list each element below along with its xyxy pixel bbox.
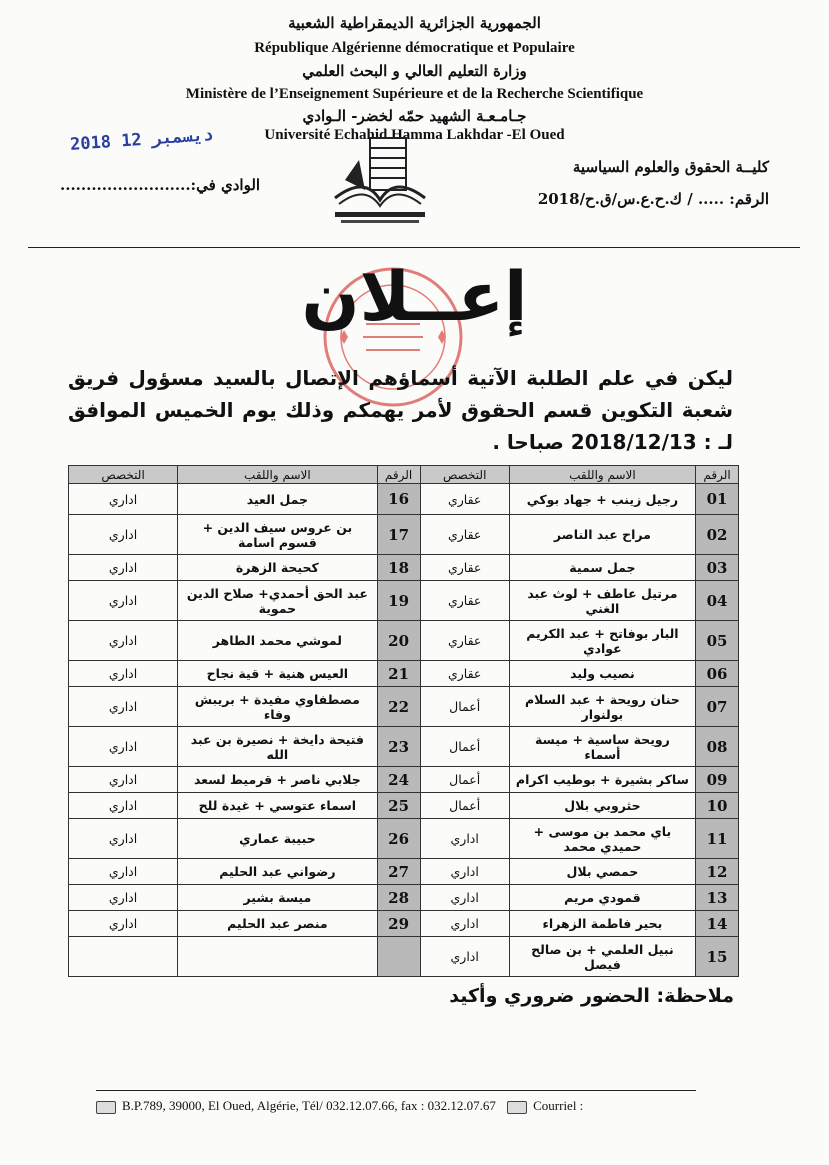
row-number: 18 [377,555,420,581]
student-specialty: اداري [420,937,509,977]
student-specialty: اداري [69,555,178,581]
table-row [69,859,739,885]
row-number: 13 [696,885,739,911]
student-specialty: اداري [69,911,178,937]
footer-divider [96,1090,696,1091]
student-name: رضواني عبد الحليم [178,859,377,885]
student-name: فتيحة دايخة + نصيرة بن عبد الله [178,727,377,767]
student-name: نبيل العلمي + بن صالح فيصل [509,937,695,977]
student-name: حثروبي بلال [509,793,695,819]
row-number: 10 [696,793,739,819]
student-name: جمل سمية [509,555,695,581]
footer-address: B.P.789, 39000, El Oued, Algérie, Tél/ 032.12.07.66, fax : 032.12.07.67 [122,1098,496,1113]
student-name: حنان رويحة + عبد السلام بولنوار [509,687,695,727]
ministry-ar: وزارة التعليم العالي و البحث العلمي [302,62,527,80]
row-number: 08 [696,727,739,767]
col-number: الرقم [696,466,739,484]
row-number: 11 [696,819,739,859]
row-number: 06 [696,661,739,687]
student-specialty: عقاري [420,484,509,515]
republic-ar: الجمهورية الجزائرية الديمقراطية الشعبية [288,14,541,32]
student-name: جلابي ناصر + قرميط لسعد [178,767,377,793]
row-number: 04 [696,581,739,621]
student-specialty: اداري [69,859,178,885]
table-row [69,555,739,581]
table-row [69,581,739,621]
reference-number: الرقم: ..... / ك.ح.ع.س/ق.ح/2018 [537,190,769,208]
student-specialty [69,937,178,977]
student-specialty: اداري [69,621,178,661]
student-specialty: أعمال [420,767,509,793]
university-logo [325,120,435,230]
col-name-2: الاسم واللقب [178,466,377,484]
student-name: بحير فاطمة الزهراء [509,911,695,937]
row-number: 03 [696,555,739,581]
footer-contact [96,1098,583,1114]
student-specialty: اداري [69,515,178,555]
student-name: لموشي محمد الطاهر [178,621,377,661]
student-specialty: اداري [69,727,178,767]
table-row [69,767,739,793]
student-name: حبيبة عماري [178,819,377,859]
row-number: 12 [696,859,739,885]
student-name: اسماء عتوسي + غيدة للح [178,793,377,819]
student-specialty: عقاري [420,555,509,581]
row-number: 19 [377,581,420,621]
row-number: 01 [696,484,739,515]
student-specialty: اداري [69,484,178,515]
student-specialty: اداري [420,885,509,911]
row-number: 15 [696,937,739,977]
faculty-name: كليــة الحقوق والعلوم السياسية [572,158,769,176]
student-specialty: اداري [69,793,178,819]
col-name: الاسم واللقب [509,466,695,484]
table-row [69,793,739,819]
table-header-row [69,466,739,484]
table-body [69,484,739,977]
student-name: منصر عبد الحليم [178,911,377,937]
row-number: 07 [696,687,739,727]
announcement-text: ليكن في علم الطلبة الآتية أسماؤهم الإتصال بالسيد مسؤول فريق شعبة التكوين قسم الحقوق لأمر يهمكم وذلك يوم الخميس الموافق لـ : 2018/12/13 صباحا . [68,366,733,454]
row-number: 21 [377,661,420,687]
student-name: بن عروس سيف الدين + قسوم اسامة [178,515,377,555]
student-name: البار بوفاتح + عبد الكريم عوادي [509,621,695,661]
student-name: العيس هنية + قية نجاح [178,661,377,687]
student-specialty: أعمال [420,727,509,767]
students-table [68,465,739,977]
row-number: 28 [377,885,420,911]
row-number: 24 [377,767,420,793]
student-name: جمل العيد [178,484,377,515]
table-row [69,661,739,687]
student-name: مصطفاوي مفيدة + بريبش وفاء [178,687,377,727]
table-row [69,484,739,515]
phone-icon [96,1101,116,1114]
row-number: 22 [377,687,420,727]
student-name: ميسة بشير [178,885,377,911]
student-name [178,937,377,977]
student-specialty: عقاري [420,621,509,661]
row-number: 02 [696,515,739,555]
row-number: 09 [696,767,739,793]
student-name: مرتيل عاطف + لوث عبد الغني [509,581,695,621]
col-specialty: التخصص [420,466,509,484]
student-specialty: اداري [69,885,178,911]
note-text: ملاحظة: الحضور ضروري وأكيد [449,985,734,1007]
row-number: 17 [377,515,420,555]
student-specialty: أعمال [420,687,509,727]
row-number: 29 [377,911,420,937]
received-date-stamp: 2018 ديسمبر 12 [69,125,214,155]
header-divider [28,247,800,248]
student-name: مراح عبد الناصر [509,515,695,555]
student-name: باي محمد بن موسى + حميدي محمد [509,819,695,859]
row-number: 16 [377,484,420,515]
mail-icon [507,1101,527,1114]
col-number-2: الرقم [377,466,420,484]
place-date: الوادي في:......................... [60,176,261,194]
row-number: 23 [377,727,420,767]
row-number: 25 [377,793,420,819]
row-number: 14 [696,911,739,937]
student-specialty: عقاري [420,661,509,687]
page-title: إعــلان [301,258,528,337]
row-number: 27 [377,859,420,885]
col-specialty-2: التخصص [69,466,178,484]
table-row [69,515,739,555]
table-row [69,911,739,937]
student-name: حمصي بلال [509,859,695,885]
student-specialty: اداري [69,687,178,727]
republic-fr: République Algérienne démocratique et Populaire [254,40,575,56]
table-row [69,687,739,727]
student-specialty: اداري [69,767,178,793]
student-name: رويحة ساسية + ميسة أسماء [509,727,695,767]
student-name: ساكر بشيرة + بوطيب اكرام [509,767,695,793]
row-number: 20 [377,621,420,661]
student-specialty: اداري [420,859,509,885]
student-specialty: أعمال [420,793,509,819]
university-fr: Université Echahid Hamma Lakhdar -El Oued [264,127,565,143]
footer-mail-label: Courriel : [533,1098,584,1113]
student-name: نصيب وليد [509,661,695,687]
university-ar: جـامـعـة الشهيد حمّه لخضر- الـوادي [302,107,527,125]
row-number: 05 [696,621,739,661]
student-specialty: اداري [420,819,509,859]
student-name: قمودي مريم [509,885,695,911]
student-name: عبد الحق أحمدي+ صلاح الدين حموية [178,581,377,621]
student-specialty: عقاري [420,581,509,621]
student-specialty: اداري [420,911,509,937]
row-number [377,937,420,977]
table-row [69,937,739,977]
ministry-fr: Ministère de l’Enseignement Supérieure et de la Recherche Scientifique [185,86,644,102]
student-name: رجيل زينب + جهاد بوكي [509,484,695,515]
table-row [69,885,739,911]
table-row [69,727,739,767]
student-specialty: اداري [69,581,178,621]
student-specialty: عقاري [420,515,509,555]
student-specialty: اداري [69,819,178,859]
table-row [69,819,739,859]
student-specialty: اداري [69,661,178,687]
row-number: 26 [377,819,420,859]
student-name: كحيحة الزهرة [178,555,377,581]
table-row [69,621,739,661]
